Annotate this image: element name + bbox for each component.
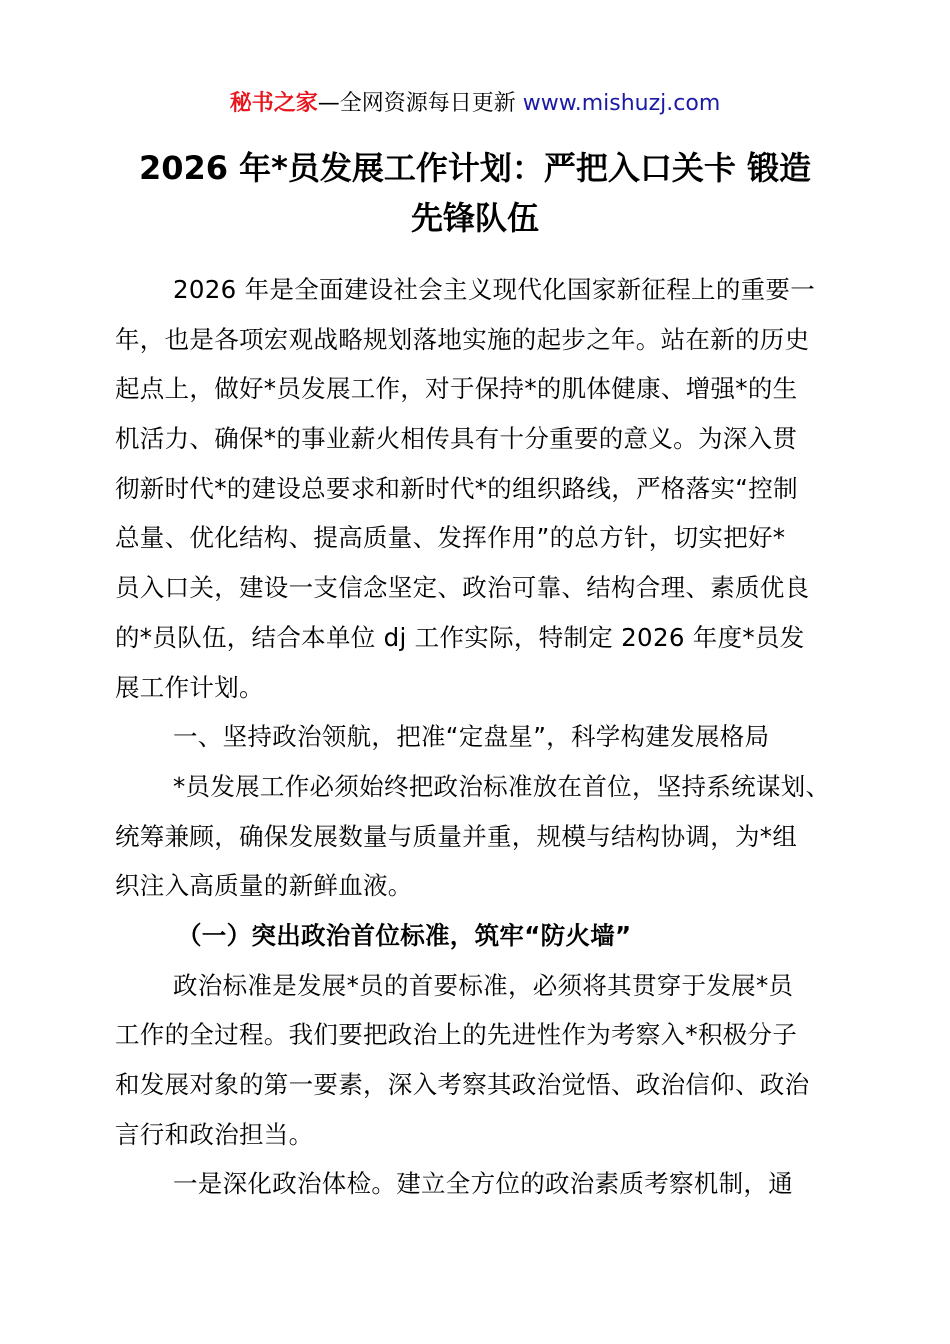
paragraph (115, 961, 835, 1160)
paragraph (115, 762, 835, 911)
subsection-heading (115, 911, 835, 961)
section-heading (115, 712, 835, 762)
site-url-link[interactable]: www.mishuzj.com (522, 91, 721, 116)
banner-tagline: —全网资源每日更新 (317, 91, 523, 116)
text-line: *员发展工作必须始终把政治标准放在首位，坚持系统谋划、 (173, 771, 831, 801)
text-line: 一是深化政治体检。建立全方位的政治素质考察机制，通 (173, 1169, 793, 1199)
paragraph (115, 1159, 835, 1209)
text-line: 和发展对象的第一要素，深入考察其政治觉悟、政治信仰、政治 (115, 1070, 810, 1099)
text-line: 起点上，做好*员发展工作，对于保持*的肌体健康、增强*的生 (115, 374, 798, 404)
text-line: （一）突出政治首位标准，筑牢“防火墙” (177, 920, 632, 950)
document-title-line-1: 2026 年*员发展工作计划：严把入口关卡 锻造 (138, 149, 812, 187)
text-line: 统筹兼顾，确保发展数量与质量并重，规模与结构协调，为*组 (115, 821, 798, 851)
text-line: 员入口关，建设一支信念坚定、政治可靠、结构合理、素质优良 (115, 573, 810, 603)
text-line: 总量、优化结构、提高质量、发挥作用”的总方针，切实把好* (115, 523, 786, 553)
text-line: 年，也是各项宏观战略规划落地实施的起步之年。站在新的历史 (115, 324, 810, 354)
text-line: 机活力、确保*的事业薪火相传具有十分重要的意义。为深入贯 (115, 424, 798, 454)
text-line: 工作的全过程。我们要把政治上的先进性作为考察入*积极分子 (115, 1020, 798, 1050)
text-line: 一、坚持政治领航，把准“定盘星”，科学构建发展格局 (173, 722, 770, 752)
text-line: 织注入高质量的新鲜血液。 (115, 871, 413, 901)
text-line: 言行和政治担当。 (115, 1119, 314, 1149)
brand-name: 秘书之家 (229, 91, 318, 116)
site-banner (0, 88, 950, 120)
text-line: 政治标准是发展*员的首要标准，必须将其贯穿于发展*员 (173, 970, 794, 1000)
document-body (115, 265, 835, 1209)
paragraph (115, 265, 835, 712)
text-line: 的*员队伍，结合本单位 dj 工作实际，特制定 2026 年度*员发 (115, 622, 805, 652)
text-line: 彻新时代*的建设总要求和新时代*的组织路线，严格落实“控制 (115, 473, 798, 503)
text-line: 2026 年是全面建设社会主义现代化国家新征程上的重要一 (173, 275, 816, 304)
text-line: 展工作计划。 (115, 672, 264, 702)
document-title-line-2: 先锋队伍 (410, 199, 539, 237)
